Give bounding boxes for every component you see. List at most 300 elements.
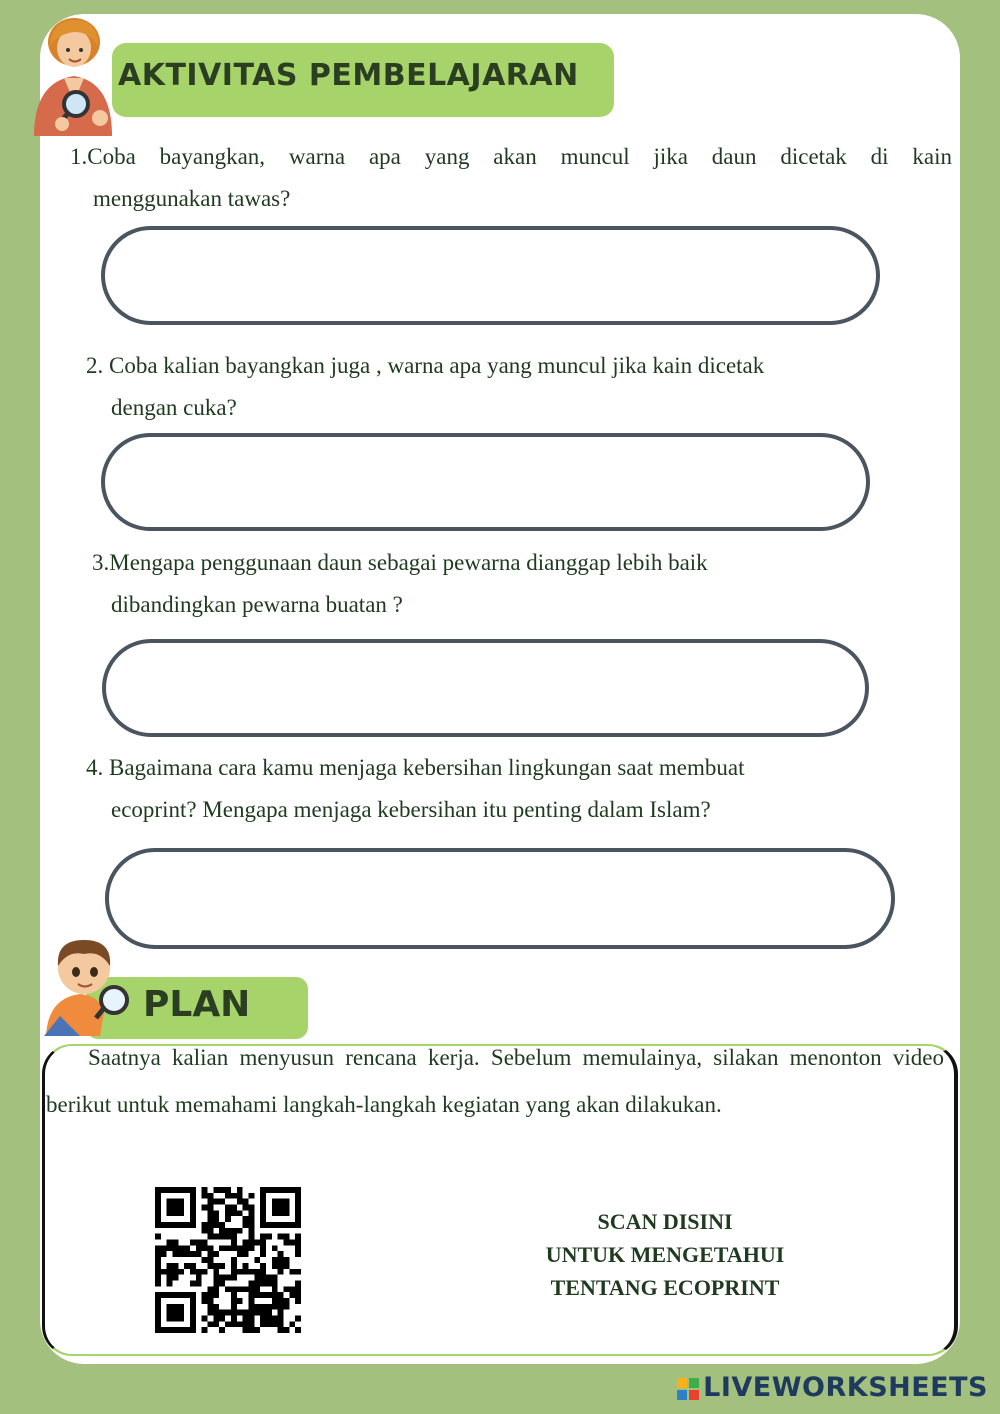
qr-module xyxy=(225,1275,231,1281)
qr-module xyxy=(190,1315,196,1321)
qr-module xyxy=(272,1315,278,1321)
qr-module xyxy=(248,1228,254,1234)
qr-module xyxy=(213,1216,219,1222)
qr-module xyxy=(272,1245,278,1251)
qr-module xyxy=(178,1310,184,1316)
qr-module xyxy=(167,1205,173,1211)
qr-module xyxy=(202,1292,208,1298)
qr-module xyxy=(237,1187,243,1193)
qr-module xyxy=(173,1275,179,1281)
qr-module xyxy=(231,1240,237,1246)
qr-module xyxy=(278,1315,284,1321)
qr-module xyxy=(248,1315,254,1321)
qr-module xyxy=(167,1292,173,1298)
qr-module xyxy=(266,1275,272,1281)
question-1-line2: menggunakan tawas? xyxy=(93,186,291,211)
qr-module xyxy=(213,1187,219,1193)
qr-module xyxy=(184,1292,190,1298)
qr-module xyxy=(167,1327,173,1333)
qr-module xyxy=(202,1327,208,1333)
qr-module xyxy=(219,1199,225,1205)
qr-module xyxy=(155,1275,161,1281)
qr-module xyxy=(248,1280,254,1286)
qr-module xyxy=(260,1269,266,1275)
qr-module xyxy=(237,1269,243,1275)
qr-module xyxy=(202,1298,208,1304)
qr-module xyxy=(266,1222,272,1228)
qr-module xyxy=(213,1263,219,1269)
qr-module xyxy=(237,1286,243,1292)
qr-module xyxy=(289,1187,295,1193)
qr-module xyxy=(167,1240,173,1246)
question-1 xyxy=(70,136,952,220)
qr-module xyxy=(289,1269,295,1275)
qr-module xyxy=(213,1286,219,1292)
qr-module xyxy=(248,1210,254,1216)
qr-module xyxy=(167,1222,173,1228)
qr-module xyxy=(155,1321,161,1327)
qr-module xyxy=(243,1199,249,1205)
qr-module xyxy=(225,1216,231,1222)
qr-module xyxy=(178,1245,184,1251)
plan-title: PLAN xyxy=(143,984,251,1025)
qr-module xyxy=(155,1280,161,1286)
qr-module xyxy=(190,1210,196,1216)
qr-module xyxy=(283,1187,289,1193)
qr-module xyxy=(190,1292,196,1298)
qr-module xyxy=(266,1187,272,1193)
qr-module xyxy=(173,1304,179,1310)
qr-module xyxy=(272,1292,278,1298)
qr-module xyxy=(231,1234,237,1240)
qr-module xyxy=(213,1321,219,1327)
qr-module xyxy=(178,1269,184,1275)
qr-module xyxy=(184,1222,190,1228)
qr-module xyxy=(243,1269,249,1275)
qr-module xyxy=(213,1275,219,1281)
qr-module xyxy=(283,1234,289,1240)
qr-module xyxy=(167,1245,173,1251)
qr-module xyxy=(231,1245,237,1251)
qr-module xyxy=(254,1275,260,1281)
qr-module xyxy=(202,1193,208,1199)
liveworksheets-watermark[interactable] xyxy=(677,1372,988,1403)
qr-module xyxy=(243,1205,249,1211)
qr-module xyxy=(295,1210,301,1216)
qr-module xyxy=(243,1310,249,1316)
qr-module xyxy=(231,1210,237,1216)
qr-module xyxy=(190,1216,196,1222)
qr-module xyxy=(237,1321,243,1327)
qr-module xyxy=(155,1205,161,1211)
qr-module xyxy=(272,1205,278,1211)
qr-module xyxy=(213,1269,219,1275)
answer-box-2[interactable] xyxy=(101,433,870,531)
qr-module xyxy=(155,1315,161,1321)
qr-module xyxy=(208,1263,214,1269)
qr-module xyxy=(248,1321,254,1327)
qr-module xyxy=(213,1234,219,1240)
qr-module xyxy=(161,1245,167,1251)
qr-module xyxy=(248,1222,254,1228)
qr-module xyxy=(243,1286,249,1292)
qr-module xyxy=(173,1240,179,1246)
qr-module xyxy=(278,1222,284,1228)
qr-module xyxy=(266,1310,272,1316)
qr-module xyxy=(225,1310,231,1316)
qr-module xyxy=(295,1234,301,1240)
answer-box-4[interactable] xyxy=(105,848,895,949)
qr-module xyxy=(155,1216,161,1222)
qr-module xyxy=(225,1205,231,1211)
qr-module xyxy=(155,1292,161,1298)
qr-module xyxy=(190,1263,196,1269)
qr-module xyxy=(260,1199,266,1205)
qr-module xyxy=(190,1327,196,1333)
qr-module xyxy=(219,1263,225,1269)
qr-module xyxy=(243,1263,249,1269)
qr-module xyxy=(278,1187,284,1193)
qr-module xyxy=(272,1286,278,1292)
qr-module xyxy=(231,1321,237,1327)
qr-module xyxy=(202,1257,208,1263)
qr-module xyxy=(190,1280,196,1286)
qr-module xyxy=(278,1263,284,1269)
question-4-line1: 4. Bagaimana cara kamu menjaga kebersihan lingkungan saat membuat xyxy=(86,755,745,780)
qr-module xyxy=(243,1245,249,1251)
qr-module xyxy=(272,1210,278,1216)
qr-module xyxy=(278,1251,284,1257)
qr-module xyxy=(260,1205,266,1211)
scan-line-2: UNTUK MENGETAHUI xyxy=(545,1242,785,1267)
qr-module xyxy=(248,1240,254,1246)
teacher-illustration xyxy=(24,12,116,140)
qr-module xyxy=(278,1304,284,1310)
qr-module xyxy=(295,1222,301,1228)
qr-module xyxy=(196,1280,202,1286)
qr-module xyxy=(173,1292,179,1298)
qr-code[interactable] xyxy=(155,1187,301,1333)
qr-module xyxy=(243,1327,249,1333)
qr-module xyxy=(184,1263,190,1269)
qr-module xyxy=(167,1310,173,1316)
qr-module xyxy=(237,1298,243,1304)
qr-module xyxy=(178,1205,184,1211)
qr-module xyxy=(173,1187,179,1193)
qr-module xyxy=(219,1245,225,1251)
qr-module xyxy=(167,1304,173,1310)
qr-module xyxy=(178,1210,184,1216)
liveworksheets-logo-icon xyxy=(677,1378,699,1400)
qr-module xyxy=(283,1263,289,1269)
qr-module xyxy=(173,1245,179,1251)
qr-module xyxy=(202,1240,208,1246)
qr-module xyxy=(155,1187,161,1193)
qr-module xyxy=(266,1321,272,1327)
qr-module xyxy=(219,1234,225,1240)
qr-module xyxy=(202,1245,208,1251)
qr-module xyxy=(237,1199,243,1205)
qr-module xyxy=(155,1327,161,1333)
qr-module xyxy=(278,1257,284,1263)
qr-module xyxy=(260,1216,266,1222)
qr-module xyxy=(208,1310,214,1316)
qr-module xyxy=(190,1298,196,1304)
qr-module xyxy=(190,1222,196,1228)
qr-module xyxy=(208,1205,214,1211)
qr-module xyxy=(208,1321,214,1327)
qr-module xyxy=(208,1228,214,1234)
qr-module xyxy=(213,1315,219,1321)
qr-module xyxy=(208,1193,214,1199)
qr-module xyxy=(260,1304,266,1310)
qr-module xyxy=(167,1210,173,1216)
qr-module xyxy=(155,1298,161,1304)
qr-module xyxy=(254,1304,260,1310)
qr-module xyxy=(178,1327,184,1333)
qr-module xyxy=(155,1304,161,1310)
qr-module xyxy=(266,1234,272,1240)
qr-module xyxy=(237,1245,243,1251)
qr-module xyxy=(243,1240,249,1246)
qr-module xyxy=(202,1315,208,1321)
qr-module xyxy=(231,1205,237,1211)
qr-module xyxy=(272,1187,278,1193)
qr-module xyxy=(289,1292,295,1298)
watermark-text: LIVEWORKSHEETS xyxy=(703,1372,988,1403)
qr-module xyxy=(289,1321,295,1327)
qr-module xyxy=(295,1216,301,1222)
qr-module xyxy=(248,1269,254,1275)
qr-module xyxy=(208,1304,214,1310)
scan-line-1: SCAN DISINI xyxy=(597,1209,733,1234)
qr-module xyxy=(208,1245,214,1251)
qr-module xyxy=(243,1315,249,1321)
qr-module xyxy=(161,1269,167,1275)
answer-box-3[interactable] xyxy=(102,639,869,737)
qr-module xyxy=(295,1251,301,1257)
qr-module xyxy=(225,1187,231,1193)
qr-module xyxy=(231,1263,237,1269)
qr-module xyxy=(208,1216,214,1222)
qr-module xyxy=(155,1199,161,1205)
plan-instruction-text: Saatnya kalian menyusun rencana kerja. Sebelum memulainya, silakan menonton video berikut untuk memahami langkah-langkah kegiatan yang akan dilakukan. xyxy=(46,1045,944,1117)
question-1-line1: 1.Coba bayangkan, warna apa yang akan muncul jika daun dicetak di kain xyxy=(70,144,952,169)
qr-module xyxy=(219,1310,225,1316)
qr-module xyxy=(295,1269,301,1275)
qr-module xyxy=(260,1275,266,1281)
qr-module xyxy=(278,1292,284,1298)
qr-module xyxy=(260,1315,266,1321)
qr-module xyxy=(190,1187,196,1193)
qr-module xyxy=(260,1280,266,1286)
boy-with-magnifier-illustration xyxy=(40,932,134,1040)
qr-module xyxy=(161,1222,167,1228)
qr-module xyxy=(184,1327,190,1333)
qr-module xyxy=(248,1286,254,1292)
scan-instructions xyxy=(510,1205,820,1304)
question-2 xyxy=(86,345,936,429)
qr-module xyxy=(167,1280,173,1286)
qr-module xyxy=(260,1193,266,1199)
qr-module xyxy=(248,1304,254,1310)
qr-module xyxy=(295,1298,301,1304)
qr-module xyxy=(295,1199,301,1205)
qr-module xyxy=(278,1269,284,1275)
qr-module xyxy=(225,1245,231,1251)
qr-module xyxy=(208,1210,214,1216)
qr-module xyxy=(190,1205,196,1211)
qr-module xyxy=(295,1193,301,1199)
question-4-line2: ecoprint? Mengapa menjaga kebersihan itu penting dalam Islam? xyxy=(111,797,711,822)
qr-module xyxy=(260,1292,266,1298)
qr-module xyxy=(208,1298,214,1304)
qr-module xyxy=(161,1292,167,1298)
qr-module xyxy=(190,1304,196,1310)
qr-module xyxy=(173,1315,179,1321)
qr-module xyxy=(196,1245,202,1251)
qr-module xyxy=(283,1286,289,1292)
qr-module xyxy=(254,1269,260,1275)
qr-module xyxy=(260,1263,266,1269)
qr-module xyxy=(208,1251,214,1257)
qr-module xyxy=(283,1205,289,1211)
qr-module xyxy=(213,1280,219,1286)
qr-module xyxy=(248,1292,254,1298)
qr-module xyxy=(231,1257,237,1263)
qr-module xyxy=(243,1216,249,1222)
qr-module xyxy=(231,1310,237,1316)
qr-module xyxy=(260,1187,266,1193)
qr-module xyxy=(208,1286,214,1292)
scan-line-3: TENTANG ECOPRINT xyxy=(550,1275,780,1300)
qr-module xyxy=(225,1321,231,1327)
qr-module xyxy=(289,1222,295,1228)
qr-module xyxy=(173,1205,179,1211)
qr-module xyxy=(260,1210,266,1216)
qr-module xyxy=(155,1222,161,1228)
qr-module xyxy=(173,1199,179,1205)
qr-module xyxy=(272,1280,278,1286)
qr-module xyxy=(208,1199,214,1205)
qr-module xyxy=(237,1210,243,1216)
qr-module xyxy=(254,1310,260,1316)
qr-module xyxy=(155,1193,161,1199)
qr-module xyxy=(219,1280,225,1286)
answer-box-1[interactable] xyxy=(101,226,880,325)
qr-module xyxy=(266,1280,272,1286)
qr-module xyxy=(231,1315,237,1321)
qr-module xyxy=(243,1251,249,1257)
qr-module xyxy=(272,1321,278,1327)
qr-module xyxy=(202,1205,208,1211)
qr-module xyxy=(225,1193,231,1199)
qr-module xyxy=(161,1187,167,1193)
qr-module xyxy=(190,1310,196,1316)
qr-module xyxy=(260,1240,266,1246)
qr-module xyxy=(213,1199,219,1205)
qr-module xyxy=(266,1292,272,1298)
qr-module xyxy=(178,1187,184,1193)
qr-module xyxy=(231,1269,237,1275)
qr-module xyxy=(225,1228,231,1234)
qr-module xyxy=(173,1327,179,1333)
qr-module xyxy=(178,1222,184,1228)
qr-module xyxy=(248,1298,254,1304)
qr-module xyxy=(260,1251,266,1257)
qr-module xyxy=(260,1222,266,1228)
qr-module xyxy=(272,1275,278,1281)
qr-module xyxy=(190,1199,196,1205)
qr-module xyxy=(254,1257,260,1263)
qr-module xyxy=(178,1315,184,1321)
qr-module xyxy=(248,1216,254,1222)
qr-module xyxy=(231,1286,237,1292)
qr-module xyxy=(173,1263,179,1269)
qr-module xyxy=(184,1187,190,1193)
qr-module xyxy=(155,1310,161,1316)
qr-module xyxy=(178,1292,184,1298)
qr-module xyxy=(196,1275,202,1281)
qr-module xyxy=(190,1193,196,1199)
qr-module xyxy=(231,1298,237,1304)
qr-module xyxy=(260,1234,266,1240)
qr-module xyxy=(254,1286,260,1292)
qr-module xyxy=(231,1193,237,1199)
qr-module xyxy=(254,1240,260,1246)
qr-module xyxy=(295,1292,301,1298)
qr-module xyxy=(213,1304,219,1310)
qr-module xyxy=(295,1327,301,1333)
qr-module xyxy=(248,1327,254,1333)
qr-module xyxy=(254,1280,260,1286)
qr-module xyxy=(202,1187,208,1193)
qr-module xyxy=(213,1310,219,1316)
qr-module xyxy=(260,1321,266,1327)
qr-module xyxy=(213,1210,219,1216)
qr-module xyxy=(196,1269,202,1275)
qr-module xyxy=(278,1199,284,1205)
qr-module xyxy=(178,1251,184,1257)
qr-module xyxy=(219,1187,225,1193)
qr-module xyxy=(266,1304,272,1310)
qr-module xyxy=(161,1251,167,1257)
qr-module xyxy=(295,1245,301,1251)
qr-module xyxy=(173,1251,179,1257)
qr-module xyxy=(161,1327,167,1333)
qr-module xyxy=(208,1234,214,1240)
qr-module xyxy=(237,1310,243,1316)
qr-module xyxy=(167,1275,173,1281)
qr-module xyxy=(272,1222,278,1228)
qr-module xyxy=(213,1222,219,1228)
qr-module xyxy=(289,1286,295,1292)
qr-module xyxy=(295,1240,301,1246)
qr-module xyxy=(248,1245,254,1251)
qr-module xyxy=(272,1304,278,1310)
qr-module xyxy=(155,1234,161,1240)
qr-module xyxy=(278,1234,284,1240)
qr-module xyxy=(254,1292,260,1298)
qr-module xyxy=(173,1222,179,1228)
qr-module xyxy=(260,1245,266,1251)
qr-module xyxy=(213,1292,219,1298)
qr-module xyxy=(283,1222,289,1228)
qr-module xyxy=(237,1228,243,1234)
qr-module xyxy=(295,1315,301,1321)
qr-module xyxy=(283,1199,289,1205)
question-3-line1: 3.Mengapa penggunaan daun sebagai pewarna dianggap lebih baik xyxy=(92,550,708,575)
